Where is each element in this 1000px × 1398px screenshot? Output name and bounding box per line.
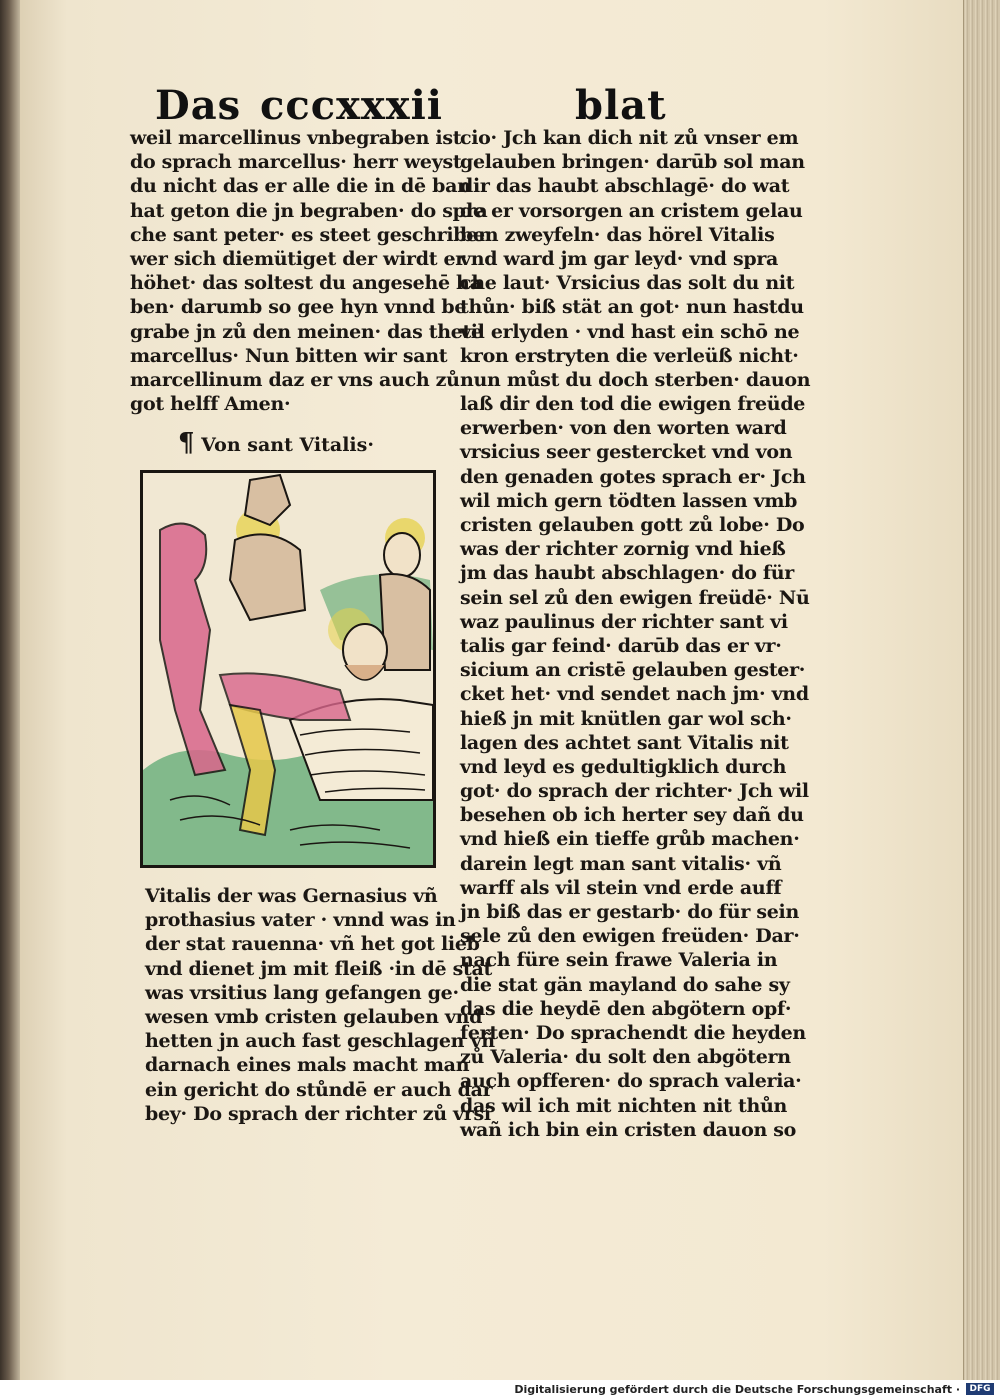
text-line: warff als vil stein vnd erde auff	[460, 876, 782, 899]
text-line: che laut· Vrsicius das solt du nit	[460, 272, 795, 295]
page-fore-edge	[963, 0, 1000, 1380]
text-line: wesen vmb cristen gelauben vnd	[145, 1005, 483, 1028]
text-line: das wil ich mit nichten nit thůn	[460, 1094, 787, 1117]
text-line: kron erstryten die verleüß nicht·	[460, 344, 799, 367]
text-line: marcellus· Nun bitten wir sant	[130, 344, 448, 367]
text-line: was vrsitius lang gefangen ge·	[145, 981, 459, 1004]
text-line: de er vorsorgen an cristem gelau	[460, 199, 803, 222]
text-line: hat geton die jn begraben· do spra	[130, 199, 488, 222]
text-line: darnach eines mals macht man	[145, 1054, 470, 1077]
text-line: waz paulinus der richter sant vi	[460, 610, 788, 633]
text-line: marcellinum daz er vns auch zů	[130, 368, 460, 391]
text-line: nun můst du doch sterben· dauon	[460, 368, 811, 391]
text-line: darein legt man sant vitalis· vñ	[460, 852, 782, 875]
dfg-logo: DFG	[966, 1383, 994, 1395]
text-line: die stat gän mayland do sahe sy	[460, 973, 790, 996]
woodcut-illustration	[140, 470, 436, 868]
left-column-top	[130, 126, 492, 416]
text-line: erwerben· von den worten ward	[460, 417, 787, 440]
text-line: ferten· Do sprachendt die heyden	[460, 1021, 806, 1044]
text-line: do sprach marcellus· herr weyst	[130, 151, 462, 174]
text-line: wer sich diemütiget der wirdt er	[130, 247, 466, 270]
text-line: du nicht das er alle die in dē ban	[130, 175, 471, 198]
folio-number: cccxxxii	[260, 82, 443, 129]
text-line: dir das haubt abschlagē· do wat	[460, 175, 790, 198]
text-line: got· do sprach der richter· Jch wil	[460, 780, 809, 803]
text-line: was der richter zornig vnd hieß	[460, 538, 786, 561]
header-left-word: Das	[155, 82, 242, 129]
text-line: wil mich gern tödten lassen vmb	[460, 489, 798, 512]
text-line: wañ ich bin ein cristen dauon so	[460, 1118, 797, 1141]
text-line: hetten jn auch fast geschlagen vñ	[145, 1030, 495, 1053]
text-line: vrsicius seer gestercket vnd von	[460, 441, 793, 464]
text-line: sele zů den ewigen freüden· Dar·	[460, 925, 800, 948]
text-line: gelauben bringen· darūb sol man	[460, 151, 805, 174]
text-line: grabe jn zů den meinen· das thete	[130, 320, 483, 343]
text-line: sicium an cristē gelauben gester·	[460, 659, 806, 682]
text-line: zů Valeria· du solt den abgötern	[460, 1046, 791, 1069]
text-line: jn biß das er gestarb· do für sein	[460, 901, 799, 923]
text-line: nach füre sein frawe Valeria in	[460, 949, 778, 972]
text-line: prothasius vater · vnnd was in	[145, 909, 456, 932]
rubric-title: Von sant Vitalis·	[201, 434, 374, 456]
text-line: vnd dienet jm mit fleiß ·in dē stat	[145, 957, 493, 980]
text-line: lagen des achtet sant Vitalis nit	[460, 731, 789, 754]
text-line: vnd leyd es gedultigklich durch	[460, 755, 787, 778]
book-spine-edge	[0, 0, 22, 1380]
text-line: hieß jn mit knütlen gar wol sch·	[460, 707, 792, 730]
text-line: auch opfferen· do sprach valeria·	[460, 1070, 802, 1093]
text-line: besehen ob ich herter sey dañ du	[460, 804, 804, 827]
digitization-credit: Digitalisierung gefördert durch die Deutsche Forschungsgemeinschaft ·	[514, 1383, 960, 1396]
left-column-bottom	[145, 884, 495, 1126]
text-line: vnd ward jm gar leyd· vnd spra	[460, 247, 779, 270]
woodcut-drawing	[140, 470, 436, 868]
text-line: ein gericht do stůndē er auch dar	[145, 1078, 493, 1101]
text-line: vnd hieß ein tieffe grůb machen·	[460, 828, 800, 851]
text-line: cio· Jch kan dich nit zů vnser em	[460, 127, 799, 149]
text-line: ben zweyfeln· das hörel Vitalis	[460, 223, 775, 246]
text-line: thůn· biß stät an got· nun hastdu	[460, 296, 804, 319]
text-line: cket het· vnd sendet nach jm· vnd	[460, 683, 809, 706]
text-line: vil erlyden · vnd hast ein schō ne	[460, 320, 800, 343]
text-line: den genaden gotes sprach er· Jch	[460, 465, 806, 488]
text-line: weil marcellinus vnbegraben ist	[130, 127, 462, 149]
text-line: ben· darumb so gee hyn vnnd be	[130, 296, 467, 319]
header-right-word: blat	[575, 82, 667, 129]
text-line: che sant peter· es steet geschriben	[130, 223, 492, 246]
text-line: sein sel zů den ewigen freüdē· Nū	[460, 586, 810, 609]
text-line: jm das haubt abschlagen· do für	[460, 562, 795, 585]
section-rubric	[178, 428, 374, 458]
pilcrow-mark: ¶	[178, 428, 195, 458]
text-line: höhet· das soltest du angesehē ha	[130, 272, 482, 295]
text-line: cristen gelauben gott zů lobe· Do	[460, 514, 805, 536]
text-line: Vitalis der was Gernasius vñ	[145, 885, 438, 907]
text-line: bey· Do sprach der richter zů vrsi	[145, 1102, 491, 1125]
text-line: laß dir den tod die ewigen freüde	[460, 393, 806, 416]
right-column	[460, 126, 810, 1142]
text-line: got helff Amen·	[130, 393, 291, 416]
text-line: der stat rauenna· vñ het got lieb	[145, 933, 480, 956]
text-line: talis gar feind· darūb das er vr·	[460, 634, 782, 657]
text-line: das die heydē den abgötern opf·	[460, 997, 792, 1020]
